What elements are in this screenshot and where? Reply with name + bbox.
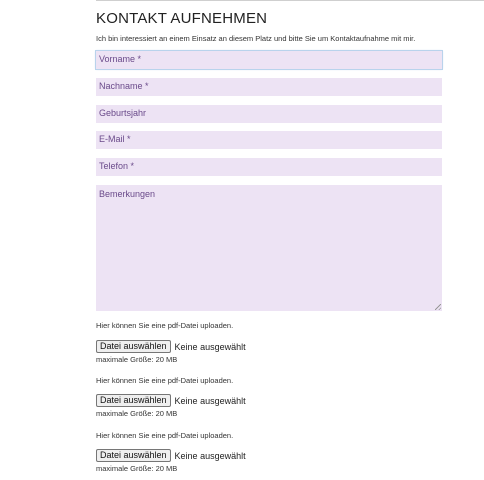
choose-file-button-1[interactable]: Datei auswählen [96, 340, 171, 353]
birth-year-placeholder: Geburtsjahr [99, 108, 147, 118]
file-status-3: Keine ausgewählt [174, 450, 246, 461]
file-status-2: Keine ausgewählt [174, 395, 246, 406]
birth-year-field[interactable] [96, 105, 442, 123]
last-name-field[interactable] [96, 78, 442, 96]
phone-placeholder: Telefon * [99, 161, 135, 171]
email-placeholder: E-Mail * [99, 134, 131, 144]
file-upload-1 [96, 340, 246, 353]
file-upload-2 [96, 394, 246, 407]
upload-hint-2: Hier können Sie eine pdf-Datei uploaden. [96, 376, 234, 385]
file-upload-3 [96, 449, 246, 462]
email-field[interactable] [96, 131, 442, 149]
form-title: KONTAKT AUFNEHMEN [96, 10, 268, 27]
resize-grip-icon[interactable] [435, 304, 441, 310]
upload-hint-3: Hier können Sie eine pdf-Datei uploaden. [96, 431, 234, 440]
remarks-textarea[interactable] [96, 185, 442, 311]
first-name-field[interactable] [96, 51, 442, 69]
form-intro-text: Ich bin interessiert an einem Einsatz an diesem Platz und bitte Sie um Kontaktaufnahme mit mir. [96, 34, 416, 43]
choose-file-button-2[interactable]: Datei auswählen [96, 394, 171, 407]
max-size-note-3: maximale Größe: 20 MB [96, 464, 178, 473]
top-divider [96, 0, 484, 1]
first-name-placeholder: Vorname * [99, 54, 142, 64]
choose-file-button-3[interactable]: Datei auswählen [96, 449, 171, 462]
last-name-placeholder: Nachname * [99, 81, 149, 91]
upload-hint-1: Hier können Sie eine pdf-Datei uploaden. [96, 321, 234, 330]
file-status-1: Keine ausgewählt [174, 341, 246, 352]
phone-field[interactable] [96, 158, 442, 176]
max-size-note-2: maximale Größe: 20 MB [96, 409, 178, 418]
max-size-note-1: maximale Größe: 20 MB [96, 355, 178, 364]
remarks-placeholder: Bemerkungen [99, 189, 156, 199]
